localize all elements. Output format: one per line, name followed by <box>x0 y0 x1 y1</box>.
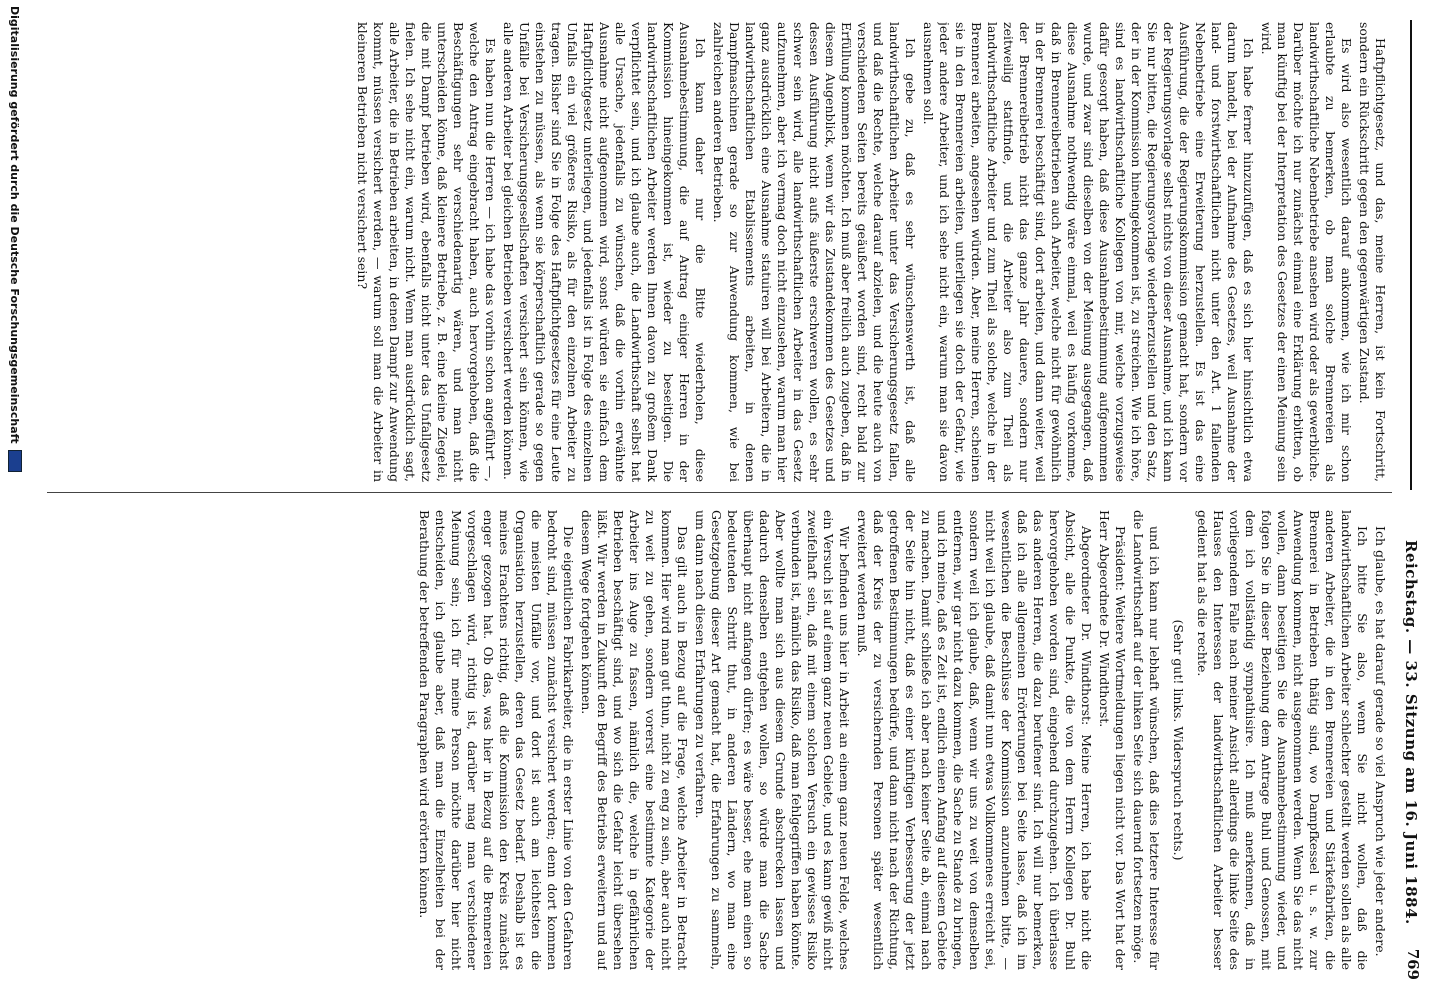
left-paragraph: Es wird also wesentlich darauf ankommen, wie ich mir schon erlaubte zu bemerken, ob man solche Brennereien als landwirthschaftliche Nebenbetriebe ansehen wird oder als gewerbliche. Darüber möchte ich nur zunächst einmal eine Erklärung erbitten, ob man künftig bei der Interpretation des Gesetzes der einen Meinung sein wird. <box>1259 22 1354 482</box>
right-paragraph: Wir befinden uns hier in Arbeit an einem ganz neuen Felde, welches ein Versuch ist auf einem ganz neuen Gebiete, und es kann gewiß nicht zweifelhaft sein, daß mit einem solchen Versuch ein gewisses Risiko verbunden ist, nämlich das Risiko, daß man fehlgegriffen haben könnte. Aber wollte man sich aus diesem Grunde abschrecken lassen und dadurch denselben entgehen wollen, so würde man die Sache überhaupt nicht anfangen dürfen; es wäre besser, ehe man einen so bedeutenden Schritt thut, in anderen Ländern, wo man eine Gesetzgebung dieser Art gemacht hat, die Erfahrungen zu sammeln, um dann nach diesen Erfahrungen zu verfahren. <box>693 510 852 970</box>
right-column <box>48 510 1388 970</box>
digitization-credit-text: Digitalisierung gefördert durch die Deutsche Forschungsgemeinschaft <box>8 6 22 444</box>
left-paragraph: Es haben nun die Herren — ich habe das vorhin schon angeführt —, welche den Antrag eingebracht haben, auch hervorgehoben, daß die Beschäftigungen sehr verschiedenartig wären, und man nicht unterscheiden könne, daß kleinere Betriebe, z. B. eine kleine Ziegelei, die mit Dampf betrieben wird, ebenfalls nicht unter das Unfallgesetz fielen. Ich sehe nicht ein, warum nicht. Wenn man ausdrücklich sagt, alle Arbeiter, die in Betrieben arbeiten, in denen Dampf zur Anwendung kommt, müssen versichert werden, — warum soll man die Arbeiter in kleineren Betrieben nicht versichert sein? <box>355 22 498 482</box>
dfg-logo <box>8 450 22 472</box>
page-header <box>1386 20 1426 980</box>
right-paragraph: Das gilt auch in Bezug auf die Frage, welche Arbeiter in Betracht kommen. Hier wird man gut thun, nicht zu eng zu sein, aber auch nicht zu weit zu gehen, sondern vorerst eine bestimmte Kategorie der Arbeiter ins Auge zu fassen, nämlich die, welche in gefährlichen Betrieben beschäftigt sind, und wo sich die Gefahr leicht übersehen läßt. Wir werden in Zukunft den Begriff des Betriebs erweitern und auf diesem Wege fortgehen können. <box>579 510 690 970</box>
column-divider <box>47 492 1392 493</box>
right-paragraph: und ich kann nur lebhaft wünschen, daß dies letztere Interesse für die Landwirthschaft auf der linken Seite sich dauernd fortsetzen möge. <box>1131 510 1162 970</box>
page-title: Reichstag. — 33. Sitzung am 16. Juni 1884. <box>1402 540 1420 925</box>
digitization-credit <box>5 6 25 996</box>
left-paragraph: Ich gebe zu, daß es sehr wünschenswerth ist, daß alle landwirthschaftlichen Arbeiter unter das Versicherungsgesetz fallen, und daß die Rechte, welche darauf abzielen, und die heute auch von verschiedenen Seiten bereits geäußert worden sind, recht bald zur Erfüllung kommen möchten. Ich muß aber freilich auch zugeben, daß in diesem Augenblick, wenn wir das Zustandekommen des Gesetzes und dessen Ausführung nicht aufs äußerste erschweren wollen, es sehr schwer sein wird, alle landwirthschaftlichen Arbeiter in das Gesetz aufzunehmen, aber ich vermag doch nicht einzusehen, warum man hier ganz ausdrücklich eine Ausnahme statuiren will bei Arbeitern, die in landwirthschaftlichen Etablissements arbeiten, in denen Dampfmaschinen gerade so zur Anwendung kommen, wie bei zahlreichen anderen Betrieben. <box>711 22 918 482</box>
speaker-paragraph: Abgeordneter Dr. Windthorst: Meine Herren, ich habe nicht die Absicht, alle die Punkte, die von dem Herrn Kollegen Dr. Buhl hervorgehoben worden sind, eingehend durchzugehen. Ich überlasse das anderen Herren, die dazu berufener sind. Ich will nur bemerken, daß ich alle allgemeinen Erörterungen bei Seite lasse, daß ich im wesentlichen die Beschlüsse der Kommission anzunehmen bitte, — nicht weil ich glaube, daß damit nun etwas Vollkommenes erreicht sei, sondern weil ich glaube, daß, wenn wir uns zu weit von demselben entfernen, wir gar nicht dazu kommen, die Sache zu Stande zu bringen, und ich meine, daß es Zeit ist, endlich einen Anfang auf diesem Gebiete zu machen. Damit schließe ich aber nach keiner Seite ab, einmal nach der Seite hin nicht, daß es einer künftigen Verbesserung der jetzt getroffenen Bestimmungen bedürfe, und dann nicht nach der Richtung, daß der Kreis der zu versichernden Personen später wesentlich erweitert werden muß. <box>855 510 1094 970</box>
president-statement: Präsident: Weitere Wortmeldungen liegen nicht vor. Das Wort hat der Herr Abgeordnete Dr. Windthorst. <box>1097 510 1128 970</box>
page-number: 769 <box>1404 948 1422 980</box>
right-paragraph: Ich glaube, es hat darauf gerade so viel Anspruch wie jeder andere. <box>1373 526 1388 957</box>
interjection: (Sehr gut! links. Widerspruch rechts.) <box>1171 619 1186 861</box>
left-paragraph: Ich habe ferner hinzuzufügen, daß es sich hier hinsichtlich etwa darum handelt, bei der Aufnahme des Gesetzes, weil Ausnahme der land- und forstwirthschaftlichen nicht unter den Art. 1 fallenden Nebenbetriebe eine Erweiterung herzustellen. Es ist das eine Ausführung, die der Regierungskommission gemacht hat, sondern vor der Regierungsvorlage selbst nichts von dieser Ausnahme, und ich kann Sie nur bitten, die Regierungsvorlage wiederherzustellen und den Satz, der in der Kommission hineingekommen ist, zu streichen. Wie ich höre, sind es landwirthschaftliche Kollegen von mir, welche vorzugsweise dafür gesorgt haben, daß diese Ausnahmebestimmung aufgenommen wurde, und zwar sind dieselben von der Meinung ausgegangen, daß diese Ausnahme nothwendig wäre einmal, weil es häufig vorkomme, daß in Brennereibetrieben auch Arbeiter, welche nicht für gewöhnlich in der Brennerei beschäftigt sind, dort arbeiten, und dann weiter, weil der Brennereibetrieb nicht das ganze Jahr dauere, sondern nur zeitweilig stattfinde, und die Arbeiter also zum Theil als landwirthschaftliche Arbeiter und zum Theil als solche, welche in der Brennerei arbeiten, angesehen würden. Aber, meine Herren, scheinen sie in den Brennereien arbeiten, unterliegen sie doch der Gefahr, wie jeder andere Arbeiter, und ich sehe nicht ein, warum man sie davon ausnehmen soll. <box>921 22 1256 482</box>
left-column <box>48 22 1388 482</box>
left-paragraph: Haftpflichtgesetz, und das, meine Herren, ist kein Fortschritt, sondern ein Rückschritt gegen den gegenwärtigen Zustand. <box>1357 22 1388 482</box>
header-rule <box>1410 20 1412 490</box>
right-paragraph: Ich bitte Sie also, wenn Sie nicht wollen, daß die landwirthschaftlichen Arbeiter schlechter gestellt werden sollen als alle anderen Arbeiter, die in den Brennereien und Stärkefabriken, die Brennerei in Betrieben thätig sind, wo Dampfkessel u. s. w. zur Anwendung kommen, nicht ausgenommen werden. Wenn Sie das nicht wollen, dann beseitigen Sie die Ausnahmebestimmung wieder, und folgen Sie in dieser Beziehung dem Antrage Buhl und Genossen, mit dem ich vollständig sympathisire. Ich muß anerkennen, daß in vorliegendem Falle nach meiner Ansicht allerdings die linke Seite des Hauses den Interessen der landwirthschaftlichen Arbeiter besser gedient hat als die rechte. <box>1195 510 1370 970</box>
right-paragraph: Die eigentlichen Fabrikarbeiter, die in erster Linie von den Gefahren bedroht sind, müssen zunächst versichert werden; denn dort kommen die meisten Unfälle vor, und dort ist auch am leichtesten die Organisation herzustellen, deren das Gesetz bedarf. Deshalb ist es meines Erachtens richtig, daß die Kommission den Kreis zunächst enger gezogen hat. Ob das, was hier in Bezug auf die Brennereien vorgeschlagen wird, richtig ist, darüber mag man verschiedener Meinung sein; ich für meine Person möchte darüber hier nicht entscheiden, ich glaube aber, daß man die Einzelheiten bei der Berathung der betreffenden Paragraphen wird erörtern können. <box>417 510 576 970</box>
left-paragraph: Ich kann daher nur die Bitte wiederholen, diese Ausnahmebestimmung, die auf Antrag einiger Herren in der Kommission hineingekommen ist, wieder zu beseitigen. Die landwirthschaftlichen Arbeiter werden Ihnen davon zu großem Dank verpflichtet sein, und ich glaube auch, die Landwirthschaft selbst hat alle Ursache, jedenfalls zu wünschen, daß die vorhin erwähnte Ausnahme nicht aufgenommen wird, sonst würden sie einfach dem Haftpflichtgesetz unterliegen, und jedenfalls ist in Folge des einzelnen Unfalls ein viel größeres Risiko, als für den einzelnen Arbeiter zu tragen. Bisher sind Sie in Folge des Haftpflichtgesetzes für eine Leute einstehen zu müssen, als wenn sie körperschaftlich gerade so gegen Unfälle bei Versicherungsgesellschaften versichert sein können, wie alle anderen Arbeiter bei gleichen Betrieben versichert werden können. <box>501 22 708 482</box>
